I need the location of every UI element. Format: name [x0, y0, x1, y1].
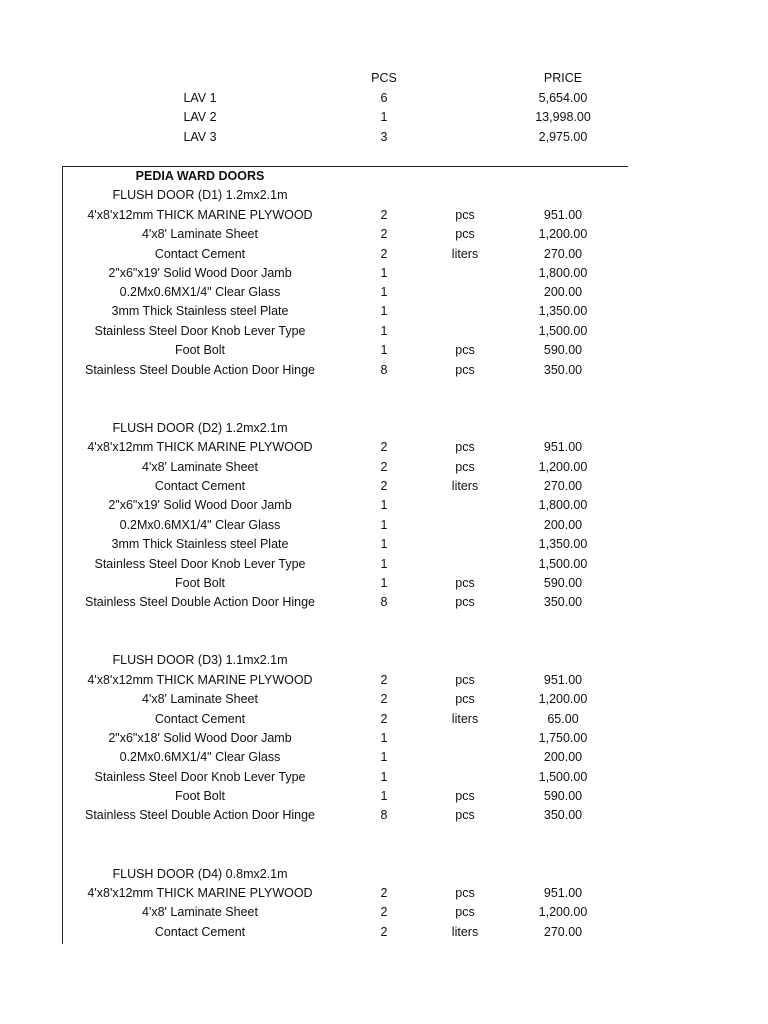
table-row — [0, 340, 768, 360]
item-qty: 2 — [380, 673, 388, 687]
table-row — [0, 767, 768, 787]
item-price: 1,750.00 — [538, 731, 588, 745]
item-unit: liters — [451, 479, 479, 493]
item-name: 4'x8'x12mm THICK MARINE PLYWOOD — [87, 886, 313, 900]
item-name: Stainless Steel Door Knob Lever Type — [94, 324, 306, 338]
item-price: 200.00 — [543, 750, 583, 764]
item-price: 590.00 — [543, 343, 583, 357]
item-qty: 1 — [380, 518, 388, 532]
door-title-row — [0, 185, 768, 205]
table-row — [0, 554, 768, 574]
table-row — [0, 360, 768, 380]
item-qty: 1 — [380, 343, 388, 357]
item-name: 3mm Thick Stainless steel Plate — [111, 304, 289, 318]
item-qty: 1 — [380, 285, 388, 299]
item-price: 1,350.00 — [538, 304, 588, 318]
item-qty: 2 — [380, 208, 388, 222]
item-name: Contact Cement — [154, 925, 246, 939]
table-row — [0, 437, 768, 457]
item-unit: pcs — [455, 595, 475, 609]
item-price: 590.00 — [543, 789, 583, 803]
item-price: 1,500.00 — [538, 324, 588, 338]
item-price: 590.00 — [543, 576, 583, 590]
item-price: 951.00 — [543, 208, 583, 222]
item-name: 2"x6"x18' Solid Wood Door Jamb — [108, 731, 292, 745]
item-name: Stainless Steel Door Knob Lever Type — [94, 770, 306, 784]
summary-row — [0, 107, 768, 127]
door-title: FLUSH DOOR (D2) 1.2mx2.1m — [112, 421, 288, 435]
item-name: 2"x6"x19' Solid Wood Door Jamb — [108, 266, 292, 280]
table-row — [0, 321, 768, 341]
item-price: 350.00 — [543, 595, 583, 609]
table-row — [0, 476, 768, 496]
section-title: PEDIA WARD DOORS — [135, 169, 265, 183]
item-price: 65.00 — [547, 712, 579, 726]
item-price: 951.00 — [543, 673, 583, 687]
table-row — [0, 263, 768, 283]
table-row — [0, 728, 768, 748]
item-name: Stainless Steel Double Action Door Hinge — [85, 595, 315, 609]
item-name: Stainless Steel Door Knob Lever Type — [94, 557, 306, 571]
door-title: FLUSH DOOR (D1) 1.2mx2.1m — [112, 188, 288, 202]
item-name: Stainless Steel Double Action Door Hinge — [85, 808, 315, 822]
item-name: 0.2Mx0.6MX1/4" Clear Glass — [119, 285, 281, 299]
table-row — [0, 670, 768, 690]
item-unit: pcs — [455, 905, 475, 919]
item-qty: 1 — [380, 324, 388, 338]
item-name: Contact Cement — [154, 712, 246, 726]
table-row — [0, 534, 768, 554]
door-title: FLUSH DOOR (D3) 1.1mx2.1m — [112, 653, 288, 667]
item-price: 2,975.00 — [538, 130, 588, 144]
item-qty: 8 — [380, 595, 388, 609]
item-name: 3mm Thick Stainless steel Plate — [111, 537, 289, 551]
item-qty: 1 — [380, 750, 388, 764]
item-unit: pcs — [455, 673, 475, 687]
item-name: 4'x8' Laminate Sheet — [142, 460, 258, 474]
item-qty: 1 — [380, 770, 388, 784]
item-qty: 1 — [380, 731, 388, 745]
item-qty: 2 — [380, 905, 388, 919]
item-name: 2"x6"x19' Solid Wood Door Jamb — [108, 498, 292, 512]
item-unit: pcs — [455, 808, 475, 822]
item-price: 1,800.00 — [538, 266, 588, 280]
summary-row — [0, 127, 768, 147]
item-name: Stainless Steel Double Action Door Hinge — [85, 363, 315, 377]
item-name: LAV 3 — [183, 130, 217, 144]
item-price: 200.00 — [543, 518, 583, 532]
item-qty: 2 — [380, 925, 388, 939]
item-price: 1,500.00 — [538, 557, 588, 571]
item-qty: 2 — [380, 886, 388, 900]
item-name: 4'x8'x12mm THICK MARINE PLYWOOD — [87, 673, 313, 687]
table-row — [0, 205, 768, 225]
item-name: LAV 2 — [183, 110, 217, 124]
header-row — [0, 68, 768, 88]
item-price: 350.00 — [543, 363, 583, 377]
door-title-row — [0, 650, 768, 670]
summary-row — [0, 88, 768, 108]
table-row — [0, 244, 768, 264]
item-name: 0.2Mx0.6MX1/4" Clear Glass — [119, 750, 281, 764]
item-qty: 8 — [380, 363, 388, 377]
table-row — [0, 883, 768, 903]
table-row — [0, 902, 768, 922]
section-title-row — [0, 166, 768, 186]
item-price: 1,500.00 — [538, 770, 588, 784]
table-row — [0, 282, 768, 302]
item-qty: 8 — [380, 808, 388, 822]
item-unit: pcs — [455, 208, 475, 222]
item-unit: pcs — [455, 343, 475, 357]
table-row — [0, 747, 768, 767]
item-unit: liters — [451, 247, 479, 261]
door-title-row — [0, 864, 768, 884]
item-qty: 1 — [380, 789, 388, 803]
item-unit: pcs — [455, 692, 475, 706]
item-price: 1,800.00 — [538, 498, 588, 512]
pcs-header: PCS — [371, 71, 397, 85]
item-price: 270.00 — [543, 925, 583, 939]
table-row — [0, 709, 768, 729]
item-qty: 2 — [380, 692, 388, 706]
item-qty: 6 — [380, 91, 388, 105]
item-price: 13,998.00 — [535, 110, 591, 124]
item-unit: pcs — [455, 440, 475, 454]
item-price: 1,350.00 — [538, 537, 588, 551]
table-row — [0, 515, 768, 535]
item-price: 1,200.00 — [538, 460, 588, 474]
table-row — [0, 495, 768, 515]
item-price: 1,200.00 — [538, 227, 588, 241]
item-price: 270.00 — [543, 247, 583, 261]
item-unit: pcs — [455, 886, 475, 900]
item-price: 350.00 — [543, 808, 583, 822]
table-row — [0, 786, 768, 806]
item-qty: 1 — [380, 557, 388, 571]
item-qty: 2 — [380, 227, 388, 241]
item-name: 4'x8' Laminate Sheet — [142, 905, 258, 919]
item-qty: 1 — [380, 498, 388, 512]
item-name: 4'x8'x12mm THICK MARINE PLYWOOD — [87, 208, 313, 222]
item-name: 0.2Mx0.6MX1/4" Clear Glass — [119, 518, 281, 532]
item-price: 951.00 — [543, 886, 583, 900]
table-row — [0, 689, 768, 709]
item-name: LAV 1 — [183, 91, 217, 105]
item-qty: 1 — [380, 304, 388, 318]
item-price: 951.00 — [543, 440, 583, 454]
table-row — [0, 592, 768, 612]
item-qty: 2 — [380, 247, 388, 261]
table-row — [0, 573, 768, 593]
item-price: 1,200.00 — [538, 692, 588, 706]
item-price: 270.00 — [543, 479, 583, 493]
item-name: Contact Cement — [154, 247, 246, 261]
item-unit: pcs — [455, 227, 475, 241]
item-qty: 2 — [380, 712, 388, 726]
item-unit: pcs — [455, 363, 475, 377]
table-row — [0, 457, 768, 477]
item-name: Foot Bolt — [174, 576, 226, 590]
item-price: 200.00 — [543, 285, 583, 299]
item-unit: pcs — [455, 789, 475, 803]
item-price: 1,200.00 — [538, 905, 588, 919]
table-row — [0, 224, 768, 244]
door-title-row — [0, 418, 768, 438]
item-qty: 3 — [380, 130, 388, 144]
door-title: FLUSH DOOR (D4) 0.8mx2.1m — [112, 867, 288, 881]
table-row — [0, 301, 768, 321]
item-qty: 2 — [380, 440, 388, 454]
item-name: 4'x8' Laminate Sheet — [142, 692, 258, 706]
item-price: 5,654.00 — [538, 91, 588, 105]
item-qty: 1 — [380, 266, 388, 280]
item-qty: 2 — [380, 460, 388, 474]
item-unit: liters — [451, 712, 479, 726]
item-name: 4'x8'x12mm THICK MARINE PLYWOOD — [87, 440, 313, 454]
item-unit: pcs — [455, 460, 475, 474]
price-header: PRICE — [543, 71, 583, 85]
table-row — [0, 922, 768, 942]
table-row — [0, 805, 768, 825]
item-name: Foot Bolt — [174, 789, 226, 803]
item-qty: 1 — [380, 537, 388, 551]
item-name: Foot Bolt — [174, 343, 226, 357]
item-name: Contact Cement — [154, 479, 246, 493]
item-qty: 1 — [380, 576, 388, 590]
item-qty: 2 — [380, 479, 388, 493]
item-name: 4'x8' Laminate Sheet — [142, 227, 258, 241]
item-unit: liters — [451, 925, 479, 939]
item-qty: 1 — [380, 110, 388, 124]
item-unit: pcs — [455, 576, 475, 590]
